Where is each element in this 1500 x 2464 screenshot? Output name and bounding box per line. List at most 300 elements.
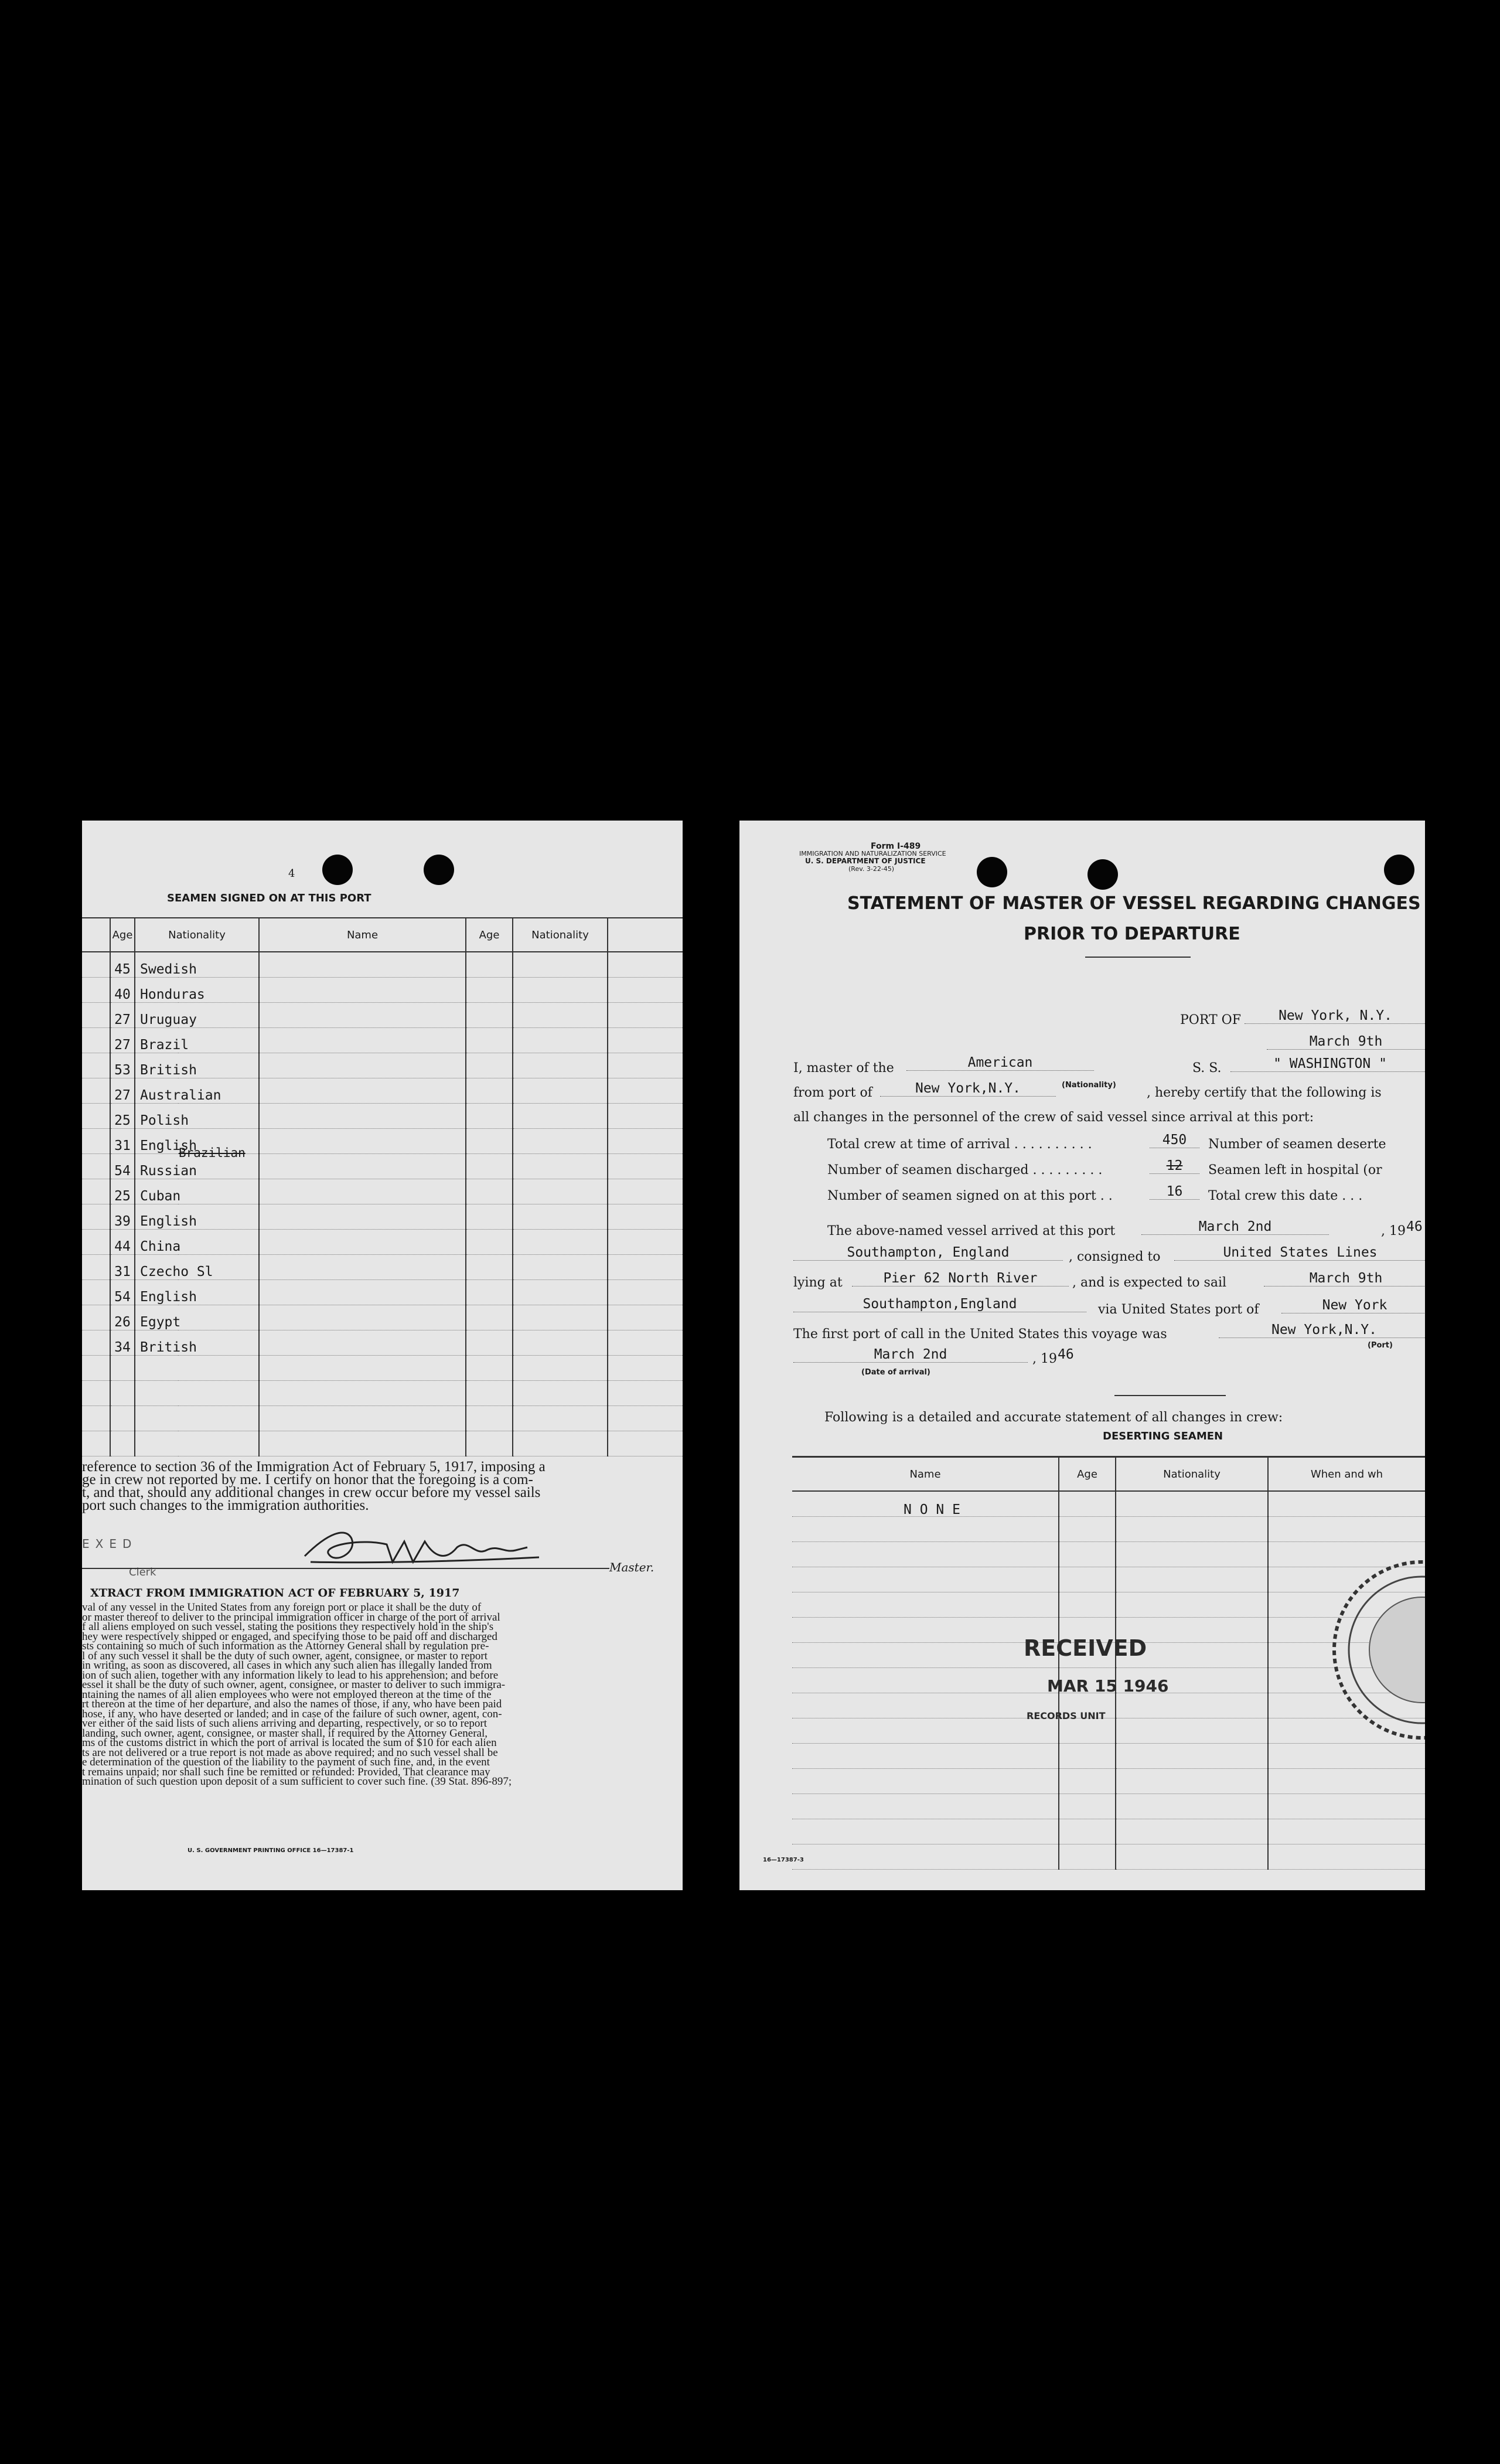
sail-date-value: March 9th <box>1264 1271 1425 1287</box>
empty-cell <box>792 1693 1059 1718</box>
table-row <box>792 1517 1425 1542</box>
age-cell: 45 <box>110 952 135 978</box>
extract-line: hose, if any, who have deserted or landed; and in case of the failure of such owner, agent, con- <box>82 1707 502 1720</box>
table-row <box>82 1078 683 1104</box>
name-cell <box>259 1204 466 1230</box>
table-row <box>82 1280 683 1305</box>
certify-line: reference to section 36 of the Immigration Act of February 5, 1917, imposing a <box>82 1459 546 1475</box>
empty-cell <box>1116 1794 1268 1819</box>
age-cell <box>110 1431 135 1456</box>
nationality-cell: British <box>135 1330 259 1356</box>
certification-block <box>82 1461 683 1512</box>
name-cell <box>259 1230 466 1255</box>
right-footer: 16—17387-3 <box>763 1857 804 1863</box>
row-margin-cell <box>82 1003 110 1028</box>
name-cell <box>259 952 466 978</box>
header-name: Name <box>792 1458 1059 1491</box>
extract-line: in writing, as soon as discovered, all cases in which any such alien has illegally landed from <box>82 1659 492 1672</box>
empty-cell <box>1059 1794 1116 1819</box>
empty-cell <box>1268 1744 1425 1769</box>
nationality-cell-2 <box>513 1154 608 1179</box>
extract-line: ts are not delivered or a true report is not made as above required; and no such vessel shall be <box>82 1746 498 1759</box>
form-number: Form I-489 <box>871 842 921 851</box>
title-rule <box>1085 957 1191 958</box>
table-row <box>792 1794 1425 1819</box>
discharged-label: Number of seamen discharged . . . . . . . . . <box>827 1163 1103 1177</box>
table-row <box>82 1104 683 1129</box>
year-value: 46 <box>1406 1219 1423 1234</box>
table-row <box>82 1129 683 1154</box>
empty-cell <box>1116 1517 1268 1542</box>
age-cell-2 <box>466 1255 513 1280</box>
age-cell-2 <box>466 1204 513 1230</box>
age-cell-2 <box>466 1104 513 1129</box>
extract-line: val of any vessel in the United States from any foreign port or place it shall be the duty of <box>82 1601 482 1614</box>
row-margin-cell <box>82 1230 110 1255</box>
records-unit-stamp: RECORDS UNIT <box>1027 1710 1106 1721</box>
nationality-cell-2 <box>513 1053 608 1078</box>
empty-cell <box>1059 1769 1116 1794</box>
table-row <box>792 1744 1425 1769</box>
age-cell: 27 <box>110 1078 135 1104</box>
empty-cell <box>1059 1491 1116 1517</box>
nationality-cell-2 <box>513 1230 608 1255</box>
header-nationality: Nationality <box>1116 1458 1268 1491</box>
signature-line <box>82 1568 609 1569</box>
age-cell: 26 <box>110 1305 135 1330</box>
extract-line: rt thereon at the time of her departure, and also the names of those, if any, who have been paid <box>82 1698 502 1710</box>
age-cell: 54 <box>110 1154 135 1179</box>
name-cell <box>259 1028 466 1053</box>
age-cell: 44 <box>110 1230 135 1255</box>
age-cell: 27 <box>110 1003 135 1028</box>
row-margin-cell <box>82 1053 110 1078</box>
age-cell: 25 <box>110 1104 135 1129</box>
name-cell <box>259 1381 466 1406</box>
extract-line: landing, such owner, agent, consignee, or master shall, if required by the Attorney General, <box>82 1727 488 1740</box>
name-cell <box>259 1406 466 1431</box>
year-prefix: , 19 <box>1381 1224 1406 1238</box>
header-cell <box>608 918 683 952</box>
extract-line: ms of the customs district in which the port of arrival is located the sum of $10 for each alien <box>82 1737 497 1749</box>
following-text: Following is a detailed and accurate statement of all changes in crew: <box>824 1410 1283 1425</box>
nationality-cell-2 <box>513 1356 608 1381</box>
destination-value: Southampton,England <box>793 1296 1086 1312</box>
left-page <box>82 821 683 1890</box>
agency-line-2: U. S. DEPARTMENT OF JUSTICE <box>805 857 926 865</box>
nationality-cell: Brazil <box>135 1028 259 1053</box>
name-cell <box>259 1179 466 1204</box>
empty-cell <box>792 1844 1059 1870</box>
blank-cell <box>608 1406 683 1431</box>
punch-hole <box>1384 855 1414 885</box>
via-label: via United States port of <box>1098 1302 1259 1317</box>
received-stamp: RECEIVED <box>1024 1635 1147 1661</box>
header-name: Name <box>259 918 466 952</box>
nationality-cell-2 <box>513 1381 608 1406</box>
nationality-cell: Czecho Sl <box>135 1255 259 1280</box>
table-row <box>82 1431 683 1456</box>
master-signature-icon <box>293 1521 598 1574</box>
nationality-cell <box>135 1356 259 1381</box>
age-cell: 40 <box>110 978 135 1003</box>
nationality-cell-2 <box>513 1406 608 1431</box>
lying-label: lying at <box>793 1275 843 1290</box>
table-row <box>82 1305 683 1330</box>
deserting-title: DESERTING SEAMEN <box>1103 1430 1223 1442</box>
empty-cell <box>1268 1794 1425 1819</box>
nationality-cell-2 <box>513 1255 608 1280</box>
empty-cell <box>1116 1744 1268 1769</box>
nationality-cell: British <box>135 1053 259 1078</box>
name-cell <box>259 1053 466 1078</box>
row-margin-cell <box>82 1028 110 1053</box>
empty-cell <box>792 1592 1059 1618</box>
extract-line: essel it shall be the duty of such owner, agent, consignee, or master to deliver to such immigra- <box>82 1679 506 1691</box>
extract-line: sts containing so much of such information as the Attorney General shall by regulation pre- <box>82 1640 489 1652</box>
blank-cell <box>608 1381 683 1406</box>
nationality-cell: Uruguay <box>135 1003 259 1028</box>
table-row <box>82 978 683 1003</box>
blank-cell <box>608 1028 683 1053</box>
nationality-cell: Polish <box>135 1104 259 1129</box>
blank-cell <box>608 978 683 1003</box>
blank-cell <box>608 1230 683 1255</box>
empty-cell <box>1116 1491 1268 1517</box>
age-cell-2 <box>466 1179 513 1204</box>
nationality-cell <box>135 1431 259 1456</box>
empty-cell <box>792 1668 1059 1693</box>
age-cell-2 <box>466 1305 513 1330</box>
row-margin-cell <box>82 1204 110 1230</box>
consignee-value: United States Lines <box>1174 1245 1425 1261</box>
header-nationality-2: Nationality <box>513 918 608 952</box>
blank-cell <box>608 1356 683 1381</box>
row-margin-cell <box>82 1305 110 1330</box>
empty-cell <box>1059 1844 1116 1870</box>
nationality-cell-2 <box>513 1104 608 1129</box>
row-margin-cell <box>82 1129 110 1154</box>
first-year-value: 46 <box>1058 1347 1074 1362</box>
punch-hole <box>1088 859 1118 890</box>
empty-cell <box>1116 1819 1268 1844</box>
empty-cell <box>792 1618 1059 1643</box>
nationality-cell-2 <box>513 1078 608 1104</box>
section-rule <box>1114 1395 1226 1396</box>
empty-cell <box>1116 1693 1268 1718</box>
deserted-label: Number of seamen deserte <box>1208 1137 1386 1152</box>
table-row <box>82 1356 683 1381</box>
round-seal-icon <box>1325 1553 1425 1747</box>
table-row <box>82 1179 683 1204</box>
header-age: Age <box>1059 1458 1116 1491</box>
form-subtitle: PRIOR TO DEPARTURE <box>1024 924 1240 944</box>
table-row <box>82 1330 683 1356</box>
empty-cell <box>792 1744 1059 1769</box>
header-cell <box>82 918 110 952</box>
blank-cell <box>608 1330 683 1356</box>
faint-stamp: EXED <box>82 1537 138 1551</box>
blank-cell <box>608 1129 683 1154</box>
table-row <box>82 1230 683 1255</box>
header-age: Age <box>110 918 135 952</box>
age-cell-2 <box>466 952 513 978</box>
empty-cell <box>1116 1592 1268 1618</box>
blank-cell <box>608 1078 683 1104</box>
empty-cell <box>1268 1819 1425 1844</box>
punch-hole <box>322 855 353 885</box>
empty-cell <box>792 1718 1059 1744</box>
empty-cell <box>1059 1592 1116 1618</box>
name-cell <box>259 1003 466 1028</box>
age-cell-2 <box>466 978 513 1003</box>
row-margin-cell <box>82 978 110 1003</box>
certify-line: port such changes to the immigration authorities. <box>82 1498 369 1513</box>
nationality-cell: Egypt <box>135 1305 259 1330</box>
form-title: STATEMENT OF MASTER OF VESSEL REGARDING CHANGES <box>847 893 1421 914</box>
page-number: 4 <box>288 867 295 880</box>
from-port-label: from port of <box>793 1085 872 1100</box>
age-cell: 39 <box>110 1204 135 1230</box>
nationality-cell-2 <box>513 1280 608 1305</box>
signed-on-table <box>82 918 683 1456</box>
extract-line: ion of such alien, together with any information likely to lead to his apprehension; and before <box>82 1669 499 1682</box>
nationality-cell: Australian <box>135 1078 259 1104</box>
nationality-cell-2 <box>513 1204 608 1230</box>
nationality-cell <box>135 1406 259 1431</box>
blank-cell <box>608 952 683 978</box>
nationality-cell-2 <box>513 1431 608 1456</box>
received-date-stamp: MAR 15 1946 <box>1047 1676 1169 1696</box>
ship-name: " WASHINGTON " <box>1230 1056 1425 1072</box>
empty-cell <box>792 1542 1059 1567</box>
table-row <box>82 1406 683 1431</box>
extract-line: hey were respectively shipped or engaged, and specifying those to be paid off and discharged <box>82 1630 497 1643</box>
empty-cell <box>1116 1844 1268 1870</box>
empty-cell <box>1268 1844 1425 1870</box>
table-row <box>82 1381 683 1406</box>
nationality-cell-2 <box>513 1179 608 1204</box>
empty-cell <box>792 1794 1059 1819</box>
nationality-cell: Swedish <box>135 952 259 978</box>
table-row <box>82 1204 683 1230</box>
row-margin-cell <box>82 1179 110 1204</box>
empty-cell <box>1116 1567 1268 1592</box>
row-margin-cell <box>82 1255 110 1280</box>
empty-cell <box>1059 1819 1116 1844</box>
blank-cell <box>608 1154 683 1179</box>
extract-title: XTRACT FROM IMMIGRATION ACT OF FEBRUARY 5, 1917 <box>90 1587 460 1599</box>
age-cell <box>110 1356 135 1381</box>
age-cell: 27 <box>110 1028 135 1053</box>
nationality-caption: (Nationality) <box>1062 1081 1116 1090</box>
certify-line: ge in crew not reported by me. I certify on honor that the foregoing is a com- <box>82 1472 533 1488</box>
nationality-cell: Russian <box>135 1154 259 1179</box>
master-of-label: I, master of the <box>793 1061 894 1076</box>
empty-cell <box>1116 1542 1268 1567</box>
first-port-label: The first port of call in the United States this voyage was <box>793 1327 1167 1342</box>
nationality-cell: English <box>135 1129 259 1154</box>
blank-cell <box>608 1179 683 1204</box>
age-cell-2 <box>466 1078 513 1104</box>
blank-cell <box>608 1255 683 1280</box>
total-crew-label: Total crew at time of arrival . . . . . . . . . . <box>827 1137 1092 1152</box>
table-row <box>792 1491 1425 1517</box>
row-margin-cell <box>82 1078 110 1104</box>
header-age-2: Age <box>466 918 513 952</box>
blank-cell <box>608 1053 683 1078</box>
certification-text <box>82 1461 683 1512</box>
empty-cell <box>1116 1769 1268 1794</box>
empty-cell <box>792 1769 1059 1794</box>
row-margin-cell <box>82 1154 110 1179</box>
port-caption: (Port) <box>1368 1341 1393 1350</box>
blank-cell <box>608 1305 683 1330</box>
age-cell-2 <box>466 1406 513 1431</box>
extract-line: or master thereof to deliver to the principal immigration officer in charge of the port of arrival <box>82 1611 500 1624</box>
arrived-label: The above-named vessel arrived at this port <box>827 1224 1116 1238</box>
nationality-cell: English <box>135 1204 259 1230</box>
struck-word: Brazilian <box>179 1146 246 1160</box>
port-of-label: PORT OF <box>1180 1013 1241 1027</box>
table-row <box>82 1154 683 1179</box>
row-margin-cell <box>82 952 110 978</box>
clerk-label: Clerk <box>129 1566 156 1578</box>
nationality-cell-2 <box>513 1028 608 1053</box>
hospital-label: Seamen left in hospital (or <box>1208 1163 1382 1177</box>
age-cell: 31 <box>110 1255 135 1280</box>
empty-cell <box>1268 1769 1425 1794</box>
age-cell-2 <box>466 1356 513 1381</box>
revision-date: (Rev. 3-22-45) <box>848 865 895 873</box>
row-margin-cell <box>82 1356 110 1381</box>
nationality-cell-2 <box>513 1129 608 1154</box>
name-cell <box>259 1154 466 1179</box>
blank-cell <box>608 1280 683 1305</box>
from-place-value: Southampton, England <box>793 1245 1063 1261</box>
age-cell-2 <box>466 1003 513 1028</box>
punch-hole <box>424 855 454 885</box>
age-cell: 34 <box>110 1330 135 1356</box>
table-row <box>82 1053 683 1078</box>
age-cell <box>110 1381 135 1406</box>
empty-cell <box>792 1517 1059 1542</box>
age-cell-2 <box>466 1330 513 1356</box>
age-cell: 25 <box>110 1179 135 1204</box>
left-footer: U. S. GOVERNMENT PRINTING OFFICE 16—17387-1 <box>188 1847 354 1854</box>
age-cell-2 <box>466 1129 513 1154</box>
age-cell: 53 <box>110 1053 135 1078</box>
nationality-cell: Honduras <box>135 978 259 1003</box>
empty-cell <box>1059 1744 1116 1769</box>
row-margin-cell <box>82 1381 110 1406</box>
age-cell-2 <box>466 1028 513 1053</box>
table-row <box>82 1255 683 1280</box>
nationality-cell <box>135 1381 259 1406</box>
first-port-value: New York,N.Y. <box>1219 1322 1425 1338</box>
signed-on-label: Number of seamen signed on at this port . . <box>827 1189 1113 1203</box>
table-row <box>792 1819 1425 1844</box>
row-margin-cell <box>82 1406 110 1431</box>
total-crew-value: 450 <box>1150 1132 1199 1148</box>
total-date-label: Total crew this date . . . <box>1208 1189 1363 1203</box>
nationality-cell: China <box>135 1230 259 1255</box>
ss-label: S. S. <box>1192 1061 1222 1076</box>
empty-cell <box>792 1819 1059 1844</box>
date-value: March 9th <box>1267 1034 1425 1050</box>
date-caption: (Date of arrival) <box>861 1368 930 1377</box>
name-cell <box>259 1431 466 1456</box>
section-title: SEAMEN SIGNED ON AT THIS PORT <box>167 892 371 904</box>
row-margin-cell <box>82 1104 110 1129</box>
name-cell <box>259 1330 466 1356</box>
age-cell-2 <box>466 1431 513 1456</box>
table-row <box>82 1028 683 1053</box>
age-cell-2 <box>466 1230 513 1255</box>
age-cell-2 <box>466 1154 513 1179</box>
extract-line: t remains unpaid; nor shall such fine be remitted or refunded: Provided, That clearance may <box>82 1765 490 1778</box>
table-row <box>82 1003 683 1028</box>
agency-line-1: IMMIGRATION AND NATURALIZATION SERVICE <box>799 850 946 857</box>
blank-cell <box>608 1104 683 1129</box>
extract-line: mination of such question upon deposit of a sum sufficient to cover such fine. (39 Stat. 896-897; <box>82 1775 512 1788</box>
nationality-cell-2 <box>513 1305 608 1330</box>
name-cell <box>259 1255 466 1280</box>
extract-line: ver either of the said lists of such aliens arriving and departing, respectively, or so to report <box>82 1717 488 1730</box>
age-cell: 31 <box>110 1129 135 1154</box>
header-when-where: When and wh <box>1268 1458 1425 1491</box>
port-value: New York, N.Y. <box>1245 1008 1425 1024</box>
empty-cell <box>1268 1491 1425 1517</box>
header-nationality: Nationality <box>135 918 259 952</box>
empty-cell <box>1059 1542 1116 1567</box>
extract-line: e determination of the question of the liability to the payment of such fine, and, in the event <box>82 1756 490 1768</box>
from-port-value: New York,N.Y. <box>880 1081 1056 1097</box>
empty-cell <box>792 1643 1059 1668</box>
name-cell <box>259 1305 466 1330</box>
extract-line: l of any such vessel it shall be the duty of such owner, agent, consignee, or master to report <box>82 1649 488 1662</box>
blank-cell <box>608 1003 683 1028</box>
empty-cell <box>1116 1718 1268 1744</box>
name-cell <box>259 978 466 1003</box>
row-margin-cell <box>82 1431 110 1456</box>
first-date-value: March 2nd <box>793 1347 1028 1363</box>
all-changes-text: all changes in the personnel of the crew of said vessel since arrival at this port: <box>793 1110 1314 1125</box>
discharged-value: 12 <box>1150 1158 1199 1174</box>
blank-cell <box>608 1204 683 1230</box>
extract-line: f all aliens employed on such vessel, stating the positions they respectively hold in the ship's <box>82 1621 494 1633</box>
certify-line: t, and that, should any additional changes in crew occur before my vessel sails <box>82 1485 541 1500</box>
name-cell <box>259 1280 466 1305</box>
nationality-cell-2 <box>513 1003 608 1028</box>
table-row <box>82 952 683 978</box>
empty-cell <box>1059 1567 1116 1592</box>
none-entry: N O N E <box>904 1502 960 1517</box>
table-row <box>792 1769 1425 1794</box>
name-cell <box>259 1104 466 1129</box>
age-cell <box>110 1406 135 1431</box>
nationality-cell: Cuban <box>135 1179 259 1204</box>
age-cell-2 <box>466 1280 513 1305</box>
master-label: Master. <box>609 1560 654 1574</box>
nationality-cell-2 <box>513 952 608 978</box>
name-cell <box>259 1129 466 1154</box>
first-year-prefix: , 19 <box>1032 1352 1057 1366</box>
row-margin-cell <box>82 1330 110 1356</box>
age-cell-2 <box>466 1381 513 1406</box>
nationality-cell: English <box>135 1280 259 1305</box>
signed-on-value: 16 <box>1150 1184 1199 1200</box>
